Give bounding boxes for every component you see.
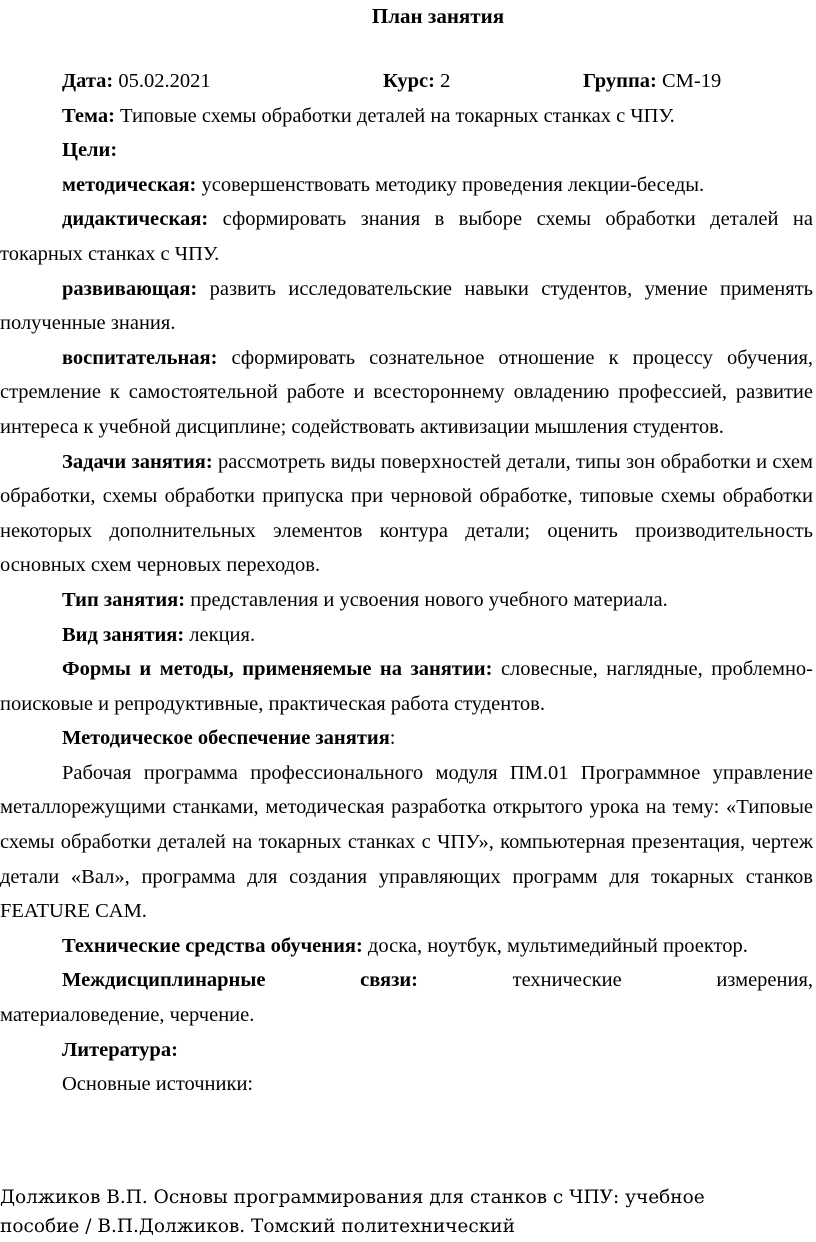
interdisciplinary-label-2: связи: — [360, 969, 418, 992]
date-value: 05.02.2021 — [118, 70, 211, 92]
methodical-support-text: Рабочая программа профессионального модуля ПМ.01 Программное управление металлорежущими станками, методическая разработка открытого урока на тему: «Типовые схемы обработки деталей на токарных станках с ЧПУ», компьютерная презентация, чертеж детали «Вал», программа для создания управляющих программ для токарных станков FEATURE CAM. — [0, 761, 813, 923]
technical-means-paragraph — [0, 929, 813, 964]
goal-developing — [0, 272, 813, 341]
forms-methods-paragraph — [0, 652, 813, 721]
goal-developing-text: развить исследовательские навыки студентов, умение применять полученные знания. — [0, 277, 814, 335]
group-value: СМ-19 — [661, 70, 722, 92]
interdisciplinary-first-line — [0, 963, 813, 998]
page-title: План занятия — [371, 4, 505, 28]
lesson-plan-body — [0, 64, 813, 1102]
bibliography-line-2: пособие / В.П.Должиков. Томский политехнический — [0, 1216, 515, 1237]
forms-methods-label: Формы и методы, применяемые на занятии: — [62, 658, 493, 681]
goal-developing-label: развивающая: — [62, 277, 198, 300]
date-field — [62, 64, 211, 99]
bibliography-line-1: Должиков В.П. Основы программирования для станков с ЧПУ: учебное — [0, 1187, 705, 1208]
goal-educational — [0, 341, 813, 445]
tasks-text: рассмотреть виды поверхностей детали, типы зон обработки и схем обработки, схемы обработки припуска при черновой обработке, типовые схемы обработки некоторых дополнительных элементов контура детали; оценить производительность основных схем черновых переходов. — [0, 450, 814, 577]
goal-didactic — [0, 202, 813, 271]
main-sources-label: Основные источники: — [62, 1073, 254, 1096]
interdisciplinary-text-1: технические — [512, 969, 622, 992]
topic-paragraph — [0, 99, 813, 134]
interdisciplinary-text-2: измерения, — [716, 969, 814, 992]
lesson-kind-text: лекция. — [189, 623, 256, 646]
tasks-label: Задачи занятия: — [62, 450, 213, 473]
date-label: Дата: — [62, 70, 114, 92]
course-label: Курс: — [383, 70, 435, 92]
interdisciplinary-second-line: материаловедение, черчение. — [0, 1004, 255, 1027]
methodical-support-label: Методическое обеспечение занятия — [62, 727, 390, 750]
goal-educational-label: воспитательная: — [62, 346, 218, 369]
goals-label: Цели: — [62, 139, 118, 162]
goal-educational-text: сформировать сознательное отношение к процессу обучения, стремление к самостоятельной работе и всестороннему овладению профессией, развитие интереса к учебной дисциплине; содействовать активизации мышления студентов. — [0, 346, 814, 438]
methodical-support-colon: : — [389, 727, 396, 750]
interdisciplinary-label-1: Междисциплинарные — [62, 969, 266, 992]
literature-label: Литература: — [62, 1038, 178, 1061]
goal-methodical-text: усовершенствовать методику проведения лекции-беседы. — [201, 173, 705, 196]
technical-means-label: Технические средства обучения: — [62, 934, 363, 957]
methodical-support-heading — [0, 721, 813, 756]
bibliography-entry — [0, 1183, 816, 1241]
lesson-kind-paragraph — [0, 618, 813, 653]
technical-means-text: доска, ноутбук, мультимедийный проектор. — [367, 934, 748, 957]
lesson-type-label: Тип занятия: — [62, 588, 186, 611]
course-value: 2 — [440, 70, 451, 92]
tasks-paragraph — [0, 445, 813, 583]
meta-row — [0, 64, 813, 99]
goals-heading — [0, 133, 813, 168]
group-label: Группа: — [583, 70, 657, 92]
literature-heading — [0, 1033, 813, 1068]
forms-methods-text: словесные, наглядные, проблемно-поисковые и репродуктивные, практическая работа студентов. — [0, 658, 813, 715]
goal-didactic-text: сформировать знания в выборе схемы обработки деталей на токарных станках с ЧПУ. — [0, 208, 813, 265]
group-field — [583, 64, 721, 99]
goal-didactic-label: дидактическая: — [62, 208, 209, 231]
lesson-type-text: представления и усвоения нового учебного материала. — [190, 588, 668, 611]
topic-label: Тема: — [62, 104, 115, 127]
lesson-kind-label: Вид занятия: — [62, 623, 185, 646]
lesson-type-paragraph — [0, 583, 813, 618]
goal-methodical-label: методическая: — [62, 173, 197, 196]
goal-methodical — [0, 168, 813, 203]
course-field — [383, 64, 450, 99]
topic-text: Типовые схемы обработки деталей на токарных станках с ЧПУ. — [120, 104, 675, 127]
